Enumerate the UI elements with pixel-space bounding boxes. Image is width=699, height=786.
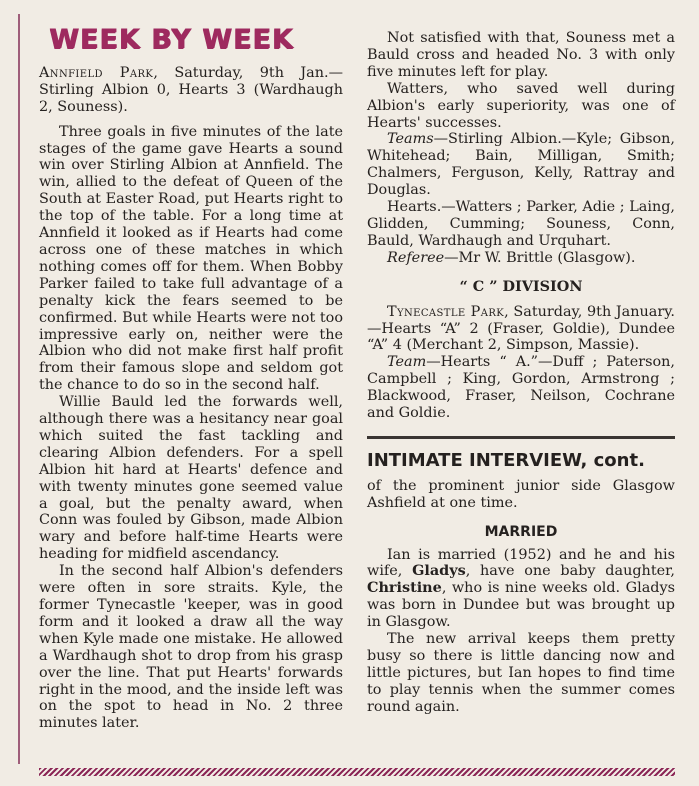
report-paragraph: Willie Bauld led the forwards well, although there was a hesitancy near goal which suited the fast tackling and clearing Albion defenders. For a spell Albion hit hard at Hearts' defence and with twenty minutes gone seemed value a goal, but the penalty award, when Conn was fouled by Gibson, made Albion wary and before half-time Hearts were heading for midfield ascendancy. xyxy=(39,394,343,563)
division-team-text: —Hearts “ A.”—Duff ; Paterson, Campbell ; King, Gordon, Armstrong ; Blackwood, Fraser, Neilson, Cochrane and Goldie. xyxy=(367,354,675,422)
daughter-name: Christine xyxy=(367,579,442,597)
referee-label: Referee xyxy=(387,249,445,266)
division-venue: Tynecastle Park xyxy=(387,303,505,320)
section-divider xyxy=(367,436,675,439)
interview-heading xyxy=(367,449,675,471)
match-venue: Annfield Park xyxy=(39,64,154,81)
married-text: , who is nine weeks old. Gladys was born in Dundee but was brought up in Glasgow. xyxy=(367,580,675,631)
married-heading: MARRIED xyxy=(484,523,558,540)
report-paragraph: Not satisfied with that, Souness met a Bauld cross and headed No. 3 with only five minutes left for play. xyxy=(367,30,675,80)
right-column xyxy=(367,30,675,716)
division-match-header xyxy=(367,304,675,355)
interview-continued: cont. xyxy=(587,449,645,471)
division-heading: “ C ” DIVISION xyxy=(459,277,583,295)
division-team-label: Team xyxy=(387,354,427,371)
left-column xyxy=(39,24,343,732)
division-result: , Saturday, 9th January.—Hearts “A” 2 (Fraser, Goldie), Dundee “A” 4 (Merchant 2, Simpson, Massie). xyxy=(367,303,676,354)
interview-title: INTIMATE INTERVIEW, xyxy=(367,449,588,471)
match-header xyxy=(39,65,343,116)
report-paragraph: In the second half Albion's defenders were often in sore straits. Kyle, the former Tynecastle 'keeper, was in good form and it looked a draw all the way when Kyle made one mistake. He allowed a Wardhaugh shot to drop from his grasp over the line. That put Hearts' forwards right in the mood, and the inside left was on the spot to head in No. 2 three minutes later. xyxy=(39,563,343,732)
division-team-line xyxy=(367,354,675,422)
wife-name: Gladys xyxy=(412,562,466,580)
teams-label: Teams xyxy=(387,131,434,148)
team-lineup-hearts: Hearts.—Watters ; Parker, Adie ; Laing, Glidden, Cumming; Souness, Conn, Bauld, Wardhaugh and Urquhart. xyxy=(367,199,675,249)
teams-text: —Stirling Albion.—Kyle; Gibson, Whitehead; Bain, Milligan, Smith; Chalmers, Ferguson, Kelly, Rattray and Douglas. xyxy=(367,131,675,199)
match-result: , Saturday, 9th Jan.— Stirling Albion 0, Hearts 3 (Wardhaugh 2, Souness). xyxy=(39,64,343,115)
section-title: WEEK BY WEEK xyxy=(49,24,294,55)
left-border-rule xyxy=(18,14,20,764)
bottom-decorative-rule xyxy=(39,768,675,776)
referee-line xyxy=(367,250,675,267)
interview-paragraph: The new arrival keeps them pretty busy so there is little dancing now and little pictures, but Ian hopes to find time to play tennis when the summer comes round again. xyxy=(367,631,675,715)
married-text: , have one baby daughter, xyxy=(465,563,675,580)
report-paragraph: Watters, who saved well during Albion's early superiority, was one of Hearts' successes. xyxy=(367,80,675,131)
referee-text: —Mr W. Brittle (Glasgow). xyxy=(444,249,636,266)
married-text: Ian is married (1952) and he and his wife, xyxy=(367,546,675,580)
married-paragraph xyxy=(367,547,675,632)
report-paragraph: Three goals in five minutes of the late stages of the game gave Hearts a sound win over Stirling Albion at Annfield. The win, allied to the defeat of Queen of the South at Easter Road, put Hearts right to the top of the table. For a long time at Annfield it looked as if Hearts had come across one of these matches in which nothing comes off for them. When Bobby Parker failed to take full advantage of a penalty kick the fears seemed to be confirmed. But while Hearts were not too impressive early on, neither were the Albion who did not make first half profit from their famous slope and seldom got the chance to do so in the second half. xyxy=(39,123,343,394)
interview-intro: of the prominent junior side Glasgow Ashfield at one time. xyxy=(367,477,675,511)
team-lineup-albion xyxy=(367,131,675,199)
